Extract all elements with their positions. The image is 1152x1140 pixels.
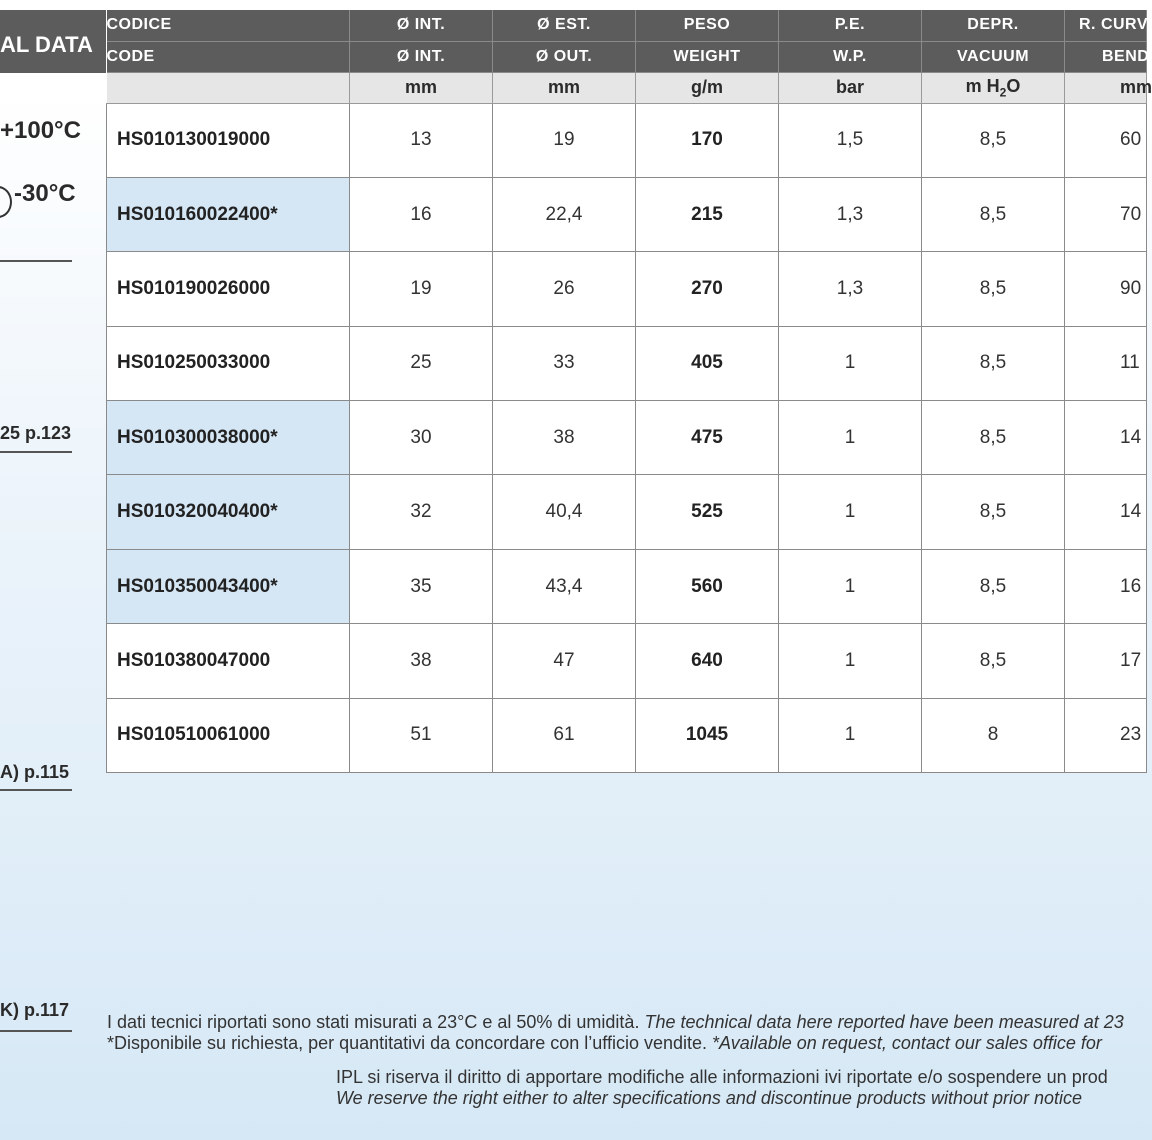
table-row <box>107 475 1147 549</box>
unit-weight: g/m <box>636 72 779 103</box>
product-code-cell: HS010350043400* <box>107 549 350 623</box>
unit-vacuum-base: m H <box>965 75 1000 96</box>
bend-radius-cell: 60 <box>1065 103 1147 177</box>
col-header-code-en: CODE <box>107 41 350 72</box>
unit-vacuum-subscript: 2 <box>999 85 1007 100</box>
col-header-int-it: Ø INT. <box>350 10 493 41</box>
product-code-cell: HS010250033000 <box>107 326 350 400</box>
col-header-wp-en: W.P. <box>779 41 922 72</box>
disclaimer-it: IPL si riserva il diritto di apportare modifiche alle informazioni ivi riportate e/o sospendere un prod <box>336 1067 1108 1087</box>
divider <box>0 789 72 791</box>
bend-radius-cell: 16 <box>1065 549 1147 623</box>
table-row <box>107 401 1147 475</box>
product-code-cell: HS010130019000 <box>107 103 350 177</box>
inner-diameter-cell: 16 <box>350 177 493 251</box>
max-temperature: +100°C <box>0 117 81 144</box>
inner-diameter-cell: 13 <box>350 103 493 177</box>
col-header-out-it: Ø EST. <box>493 10 636 41</box>
outer-diameter-cell: 47 <box>493 624 636 698</box>
header-row-italian <box>107 10 1147 41</box>
outer-diameter-cell: 61 <box>493 698 636 772</box>
divider <box>0 260 72 262</box>
footnote-availability <box>107 1033 1102 1054</box>
working-pressure-cell: 1 <box>779 326 922 400</box>
vacuum-cell: 8,5 <box>922 401 1065 475</box>
header-row-english <box>107 41 1147 72</box>
working-pressure-cell: 1,5 <box>779 103 922 177</box>
unit-int: mm <box>350 72 493 103</box>
weight-cell: 560 <box>636 549 779 623</box>
table-body <box>107 103 1147 773</box>
footnote-measurement-it: I dati tecnici riportati sono stati misurati a 23°C e al 50% di umidità. <box>107 1012 640 1032</box>
product-code-cell: HS010320040400* <box>107 475 350 549</box>
product-code-cell: HS010510061000 <box>107 698 350 772</box>
footnote-availability-en: *Available on request, contact our sales office for <box>712 1033 1102 1053</box>
bend-radius-cell: 70 <box>1065 177 1147 251</box>
weight-cell: 215 <box>636 177 779 251</box>
vacuum-cell: 8,5 <box>922 326 1065 400</box>
bend-radius-cell: 14 <box>1065 401 1147 475</box>
inner-diameter-cell: 35 <box>350 549 493 623</box>
vacuum-cell: 8,5 <box>922 103 1065 177</box>
vacuum-cell: 8,5 <box>922 252 1065 326</box>
unit-vacuum <box>922 72 1065 103</box>
product-table <box>106 10 1152 773</box>
footnote-availability-it: *Disponibile su richiesta, per quantitativi da concordare con l’ufficio vendite. <box>107 1033 708 1053</box>
page-reference-2[interactable]: A) p.115 <box>0 762 70 782</box>
weight-cell: 640 <box>636 624 779 698</box>
working-pressure-cell: 1 <box>779 624 922 698</box>
divider <box>0 1030 72 1032</box>
page-reference-3[interactable]: K) p.117 <box>0 1000 70 1020</box>
vacuum-cell: 8,5 <box>922 549 1065 623</box>
col-header-vacuum-en: VACUUM <box>922 41 1065 72</box>
inner-diameter-cell: 19 <box>350 252 493 326</box>
working-pressure-cell: 1,3 <box>779 177 922 251</box>
table-row <box>107 624 1147 698</box>
bend-radius-cell: 23 <box>1065 698 1147 772</box>
sidebar-title: AL DATA <box>0 10 106 73</box>
inner-diameter-cell: 25 <box>350 326 493 400</box>
table-row <box>107 252 1147 326</box>
weight-cell: 525 <box>636 475 779 549</box>
unit-out: mm <box>493 72 636 103</box>
table-row <box>107 177 1147 251</box>
col-header-bend-it: R. CURV <box>1065 10 1147 41</box>
disclaimer-en: We reserve the right either to alter specifications and discontinue products without prior notice <box>336 1088 1083 1108</box>
unit-bend: mm <box>1065 72 1147 103</box>
outer-diameter-cell: 38 <box>493 401 636 475</box>
product-code-cell: HS010160022400* <box>107 177 350 251</box>
min-temperature: -30°C <box>14 180 76 207</box>
working-pressure-cell: 1 <box>779 475 922 549</box>
product-code-cell: HS010380047000 <box>107 624 350 698</box>
vacuum-cell: 8,5 <box>922 624 1065 698</box>
working-pressure-cell: 1 <box>779 549 922 623</box>
col-header-weight-it: PESO <box>636 10 779 41</box>
sidebar <box>0 0 106 1140</box>
outer-diameter-cell: 33 <box>493 326 636 400</box>
table-row <box>107 326 1147 400</box>
vacuum-cell: 8 <box>922 698 1065 772</box>
page-reference-1[interactable]: 25 p.123 <box>0 423 72 443</box>
unit-code <box>107 72 350 103</box>
outer-diameter-cell: 40,4 <box>493 475 636 549</box>
product-code-cell: HS010300038000* <box>107 401 350 475</box>
working-pressure-cell: 1 <box>779 401 922 475</box>
unit-wp: bar <box>779 72 922 103</box>
col-header-out-en: Ø OUT. <box>493 41 636 72</box>
inner-diameter-cell: 32 <box>350 475 493 549</box>
min-temperature-icon <box>0 186 12 218</box>
bend-radius-cell: 11 <box>1065 326 1147 400</box>
weight-cell: 405 <box>636 326 779 400</box>
outer-diameter-cell: 22,4 <box>493 177 636 251</box>
bend-radius-cell: 17 <box>1065 624 1147 698</box>
vacuum-cell: 8,5 <box>922 177 1065 251</box>
table-row <box>107 103 1147 177</box>
working-pressure-cell: 1 <box>779 698 922 772</box>
inner-diameter-cell: 51 <box>350 698 493 772</box>
product-code-cell: HS010190026000 <box>107 252 350 326</box>
inner-diameter-cell: 38 <box>350 624 493 698</box>
col-header-int-en: Ø INT. <box>350 41 493 72</box>
col-header-bend-en: BEND <box>1065 41 1147 72</box>
weight-cell: 475 <box>636 401 779 475</box>
bend-radius-cell: 90 <box>1065 252 1147 326</box>
divider <box>0 451 72 453</box>
weight-cell: 270 <box>636 252 779 326</box>
outer-diameter-cell: 43,4 <box>493 549 636 623</box>
weight-cell: 170 <box>636 103 779 177</box>
weight-cell: 1045 <box>636 698 779 772</box>
inner-diameter-cell: 30 <box>350 401 493 475</box>
outer-diameter-cell: 19 <box>493 103 636 177</box>
working-pressure-cell: 1,3 <box>779 252 922 326</box>
vacuum-cell: 8,5 <box>922 475 1065 549</box>
table-row <box>107 698 1147 772</box>
footnote-measurement-en: The technical data here reported have been measured at 23 <box>644 1012 1124 1032</box>
bend-radius-cell: 14 <box>1065 475 1147 549</box>
table-row <box>107 549 1147 623</box>
col-header-weight-en: WEIGHT <box>636 41 779 72</box>
outer-diameter-cell: 26 <box>493 252 636 326</box>
unit-vacuum-tail: O <box>1006 75 1021 96</box>
col-header-code-it: CODICE <box>107 10 350 41</box>
col-header-wp-it: P.E. <box>779 10 922 41</box>
units-row <box>107 72 1147 103</box>
col-header-vacuum-it: DEPR. <box>922 10 1065 41</box>
footnote-measurement <box>107 1012 1124 1033</box>
